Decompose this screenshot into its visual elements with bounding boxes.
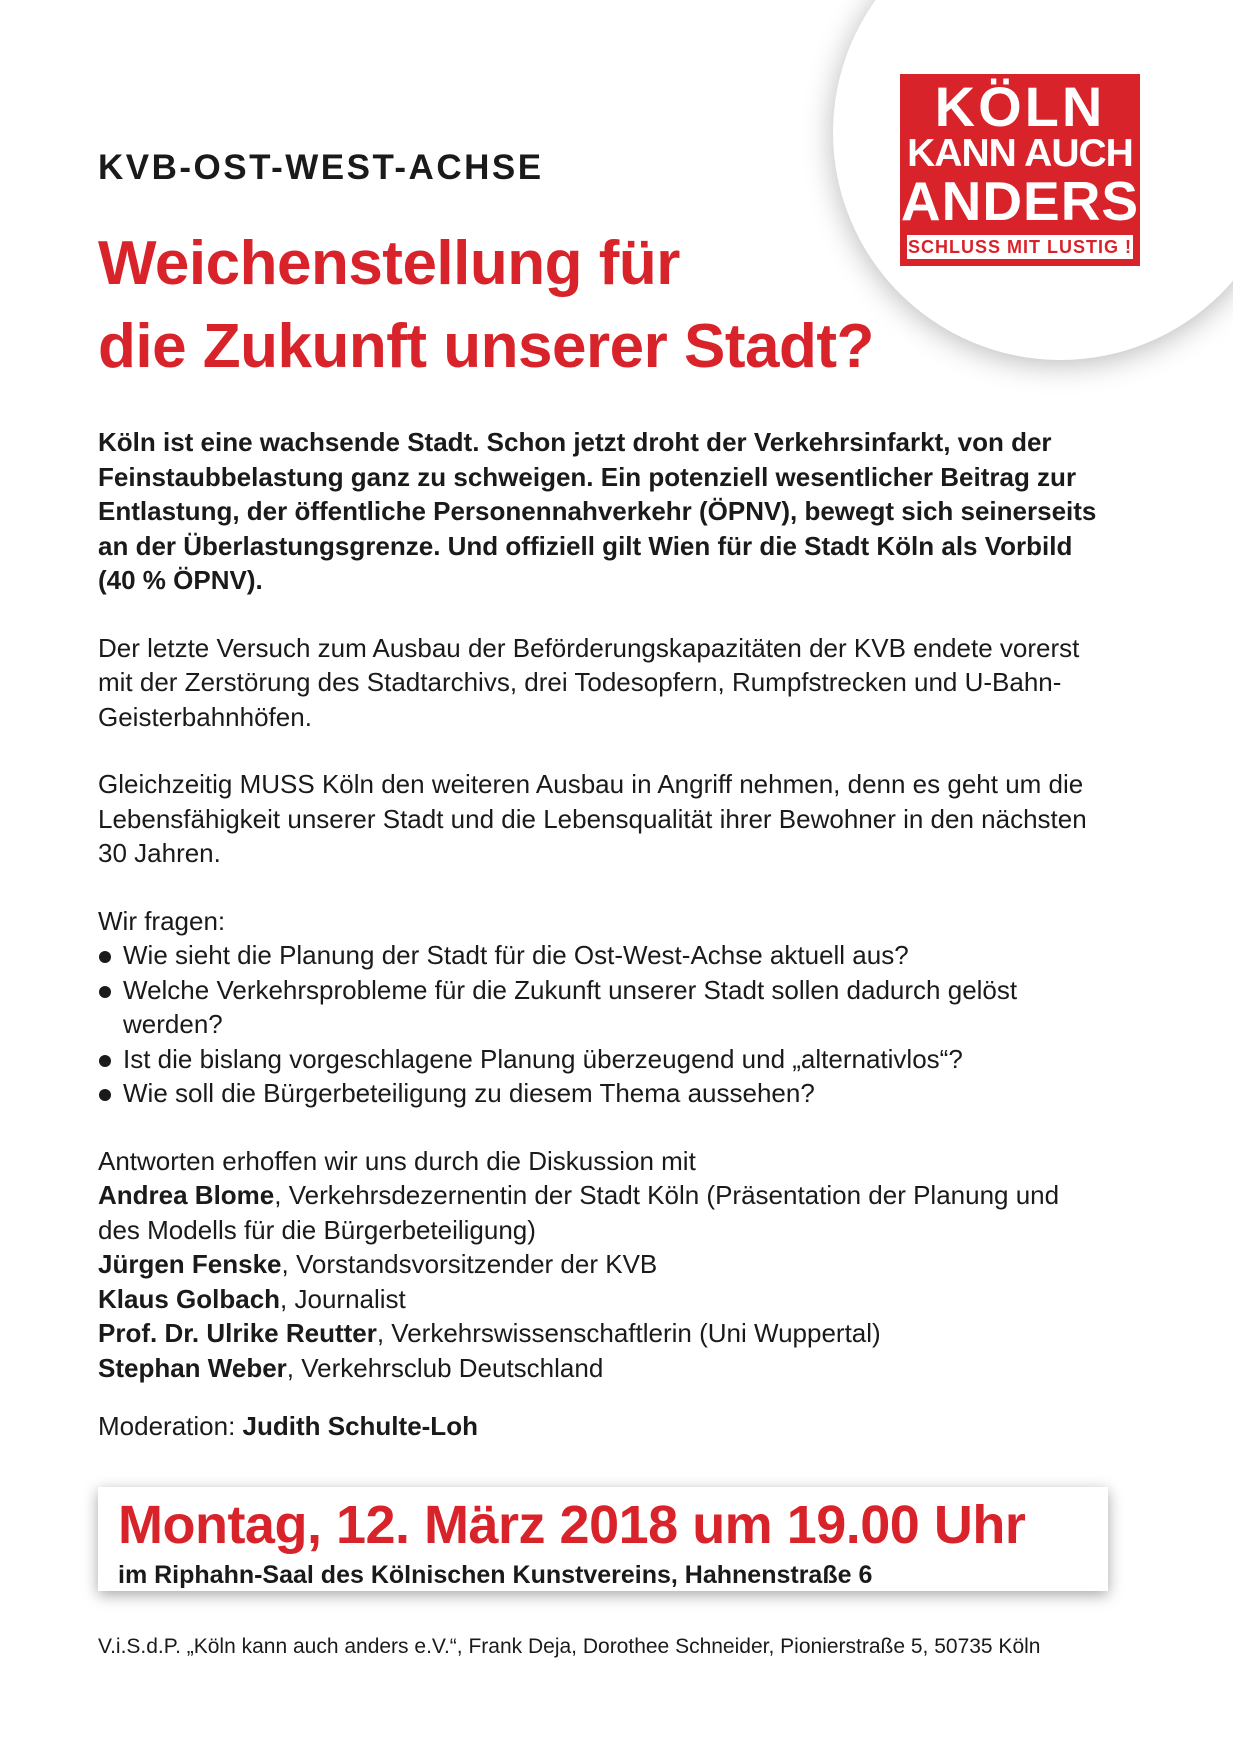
event-venue: im Riphahn-Saal des Kölnischen Kunstvereins, Hahnenstraße 6 — [118, 1561, 873, 1589]
logo — [900, 74, 1140, 266]
lead-paragraph: Köln ist eine wachsende Stadt. Schon jetzt droht der Verkehrsinfarkt, von der Feinstaubbelastung ganz zu schweigen. Ein potenziell wesentlicher Beitrag zur Entlastung, der öffentliche Personennahverkehr (ÖPNV), bewegt sich seinerseits an der Überlastungsgrenze. Und offiziell gilt Wien für die Stadt Köln als Vorbild (40 % ÖPNV). — [98, 427, 1097, 595]
list-item: Wie soll die Bürgerbeteiligung zu diesem Thema aussehen? — [98, 1076, 1098, 1111]
speaker-role: , Verkehrsdezernentin der Stadt Köln (Präsentation der Planung und des Modells für die Bürgerbeteiligung) — [98, 1180, 1060, 1245]
speaker-role: , Vorstandsvorsitzender der KVB — [281, 1249, 658, 1279]
speaker — [98, 1178, 1098, 1247]
speaker — [98, 1351, 1098, 1386]
logo-line-3: ANDERS — [900, 170, 1140, 232]
logo-tagline: SCHLUSS MIT LUSTIG ! — [908, 237, 1132, 257]
paragraph-1: Der letzte Versuch zum Ausbau der Beförderungskapazitäten der KVB endete vorerst mit der Zerstörung des Stadtarchivs, drei Todesopfern, Rumpfstrecken und U-Bahn-Geisterbahnhöfen. — [98, 632, 1080, 732]
list-item: Welche Verkehrsprobleme für die Zukunft unserer Stadt sollen dadurch gelöst werden? — [98, 973, 1098, 1042]
imprint: V.i.S.d.P. „Köln kann auch anders e.V.“, Frank Deja, Dorothee Schneider, Pionierstraße 5, 50735 Köln — [98, 1635, 1041, 1658]
questions-intro: Wir fragen: — [98, 905, 226, 936]
moderator-name: Judith Schulte-Loh — [242, 1411, 478, 1441]
speaker — [98, 1282, 1098, 1317]
panel-intro: Antworten erhoffen wir uns durch die Diskussion mit — [98, 1145, 696, 1176]
list-item: Ist die bislang vorgeschlagene Planung überzeugend und „alternativlos“? — [98, 1042, 1098, 1077]
speaker-role: , Journalist — [280, 1283, 406, 1314]
logo-line-1: KÖLN — [934, 75, 1106, 138]
speaker — [98, 1247, 1098, 1282]
logo-line-2: KANN AUCH — [907, 132, 1133, 175]
speaker-name: Stephan Weber — [98, 1352, 287, 1383]
event-date: Montag, 12. März 2018 um 19.00 Uhr — [118, 1495, 1026, 1555]
speaker-name: Prof. Dr. Ulrike Reutter — [98, 1318, 377, 1348]
kicker: KVB-OST-WEST-ACHSE — [98, 148, 544, 187]
moderation-label: Moderation: — [98, 1411, 243, 1441]
speaker-role: , Verkehrsclub Deutschland — [286, 1352, 604, 1383]
speaker-name: Jürgen Fenske — [98, 1249, 282, 1279]
speaker-role: , Verkehrswissenschaftlerin (Uni Wuppertal) — [376, 1318, 881, 1348]
event-box — [98, 1487, 1108, 1591]
headline-line-1: Weichenstellung für — [98, 229, 680, 298]
headline-line-2: die Zukunft unserer Stadt? — [98, 312, 874, 381]
list-item: Wie sieht die Planung der Stadt für die Ost-West-Achse aktuell aus? — [98, 938, 1098, 973]
questions-list — [98, 938, 1098, 1111]
moderation — [98, 1409, 1098, 1444]
speakers-block — [98, 1144, 1098, 1444]
speaker — [98, 1316, 1098, 1351]
article-body — [98, 425, 1098, 1444]
paragraph-2: Gleichzeitig MUSS Köln den weiteren Ausbau in Angriff nehmen, denn es geht um die Lebensfähigkeit unserer Stadt und die Lebensqualität ihrer Bewohner in den nächsten 30 Jahren. — [98, 769, 1087, 868]
speaker-name: Andrea Blome — [98, 1180, 275, 1210]
headline — [98, 222, 874, 388]
speaker-name: Klaus Golbach — [98, 1283, 281, 1314]
